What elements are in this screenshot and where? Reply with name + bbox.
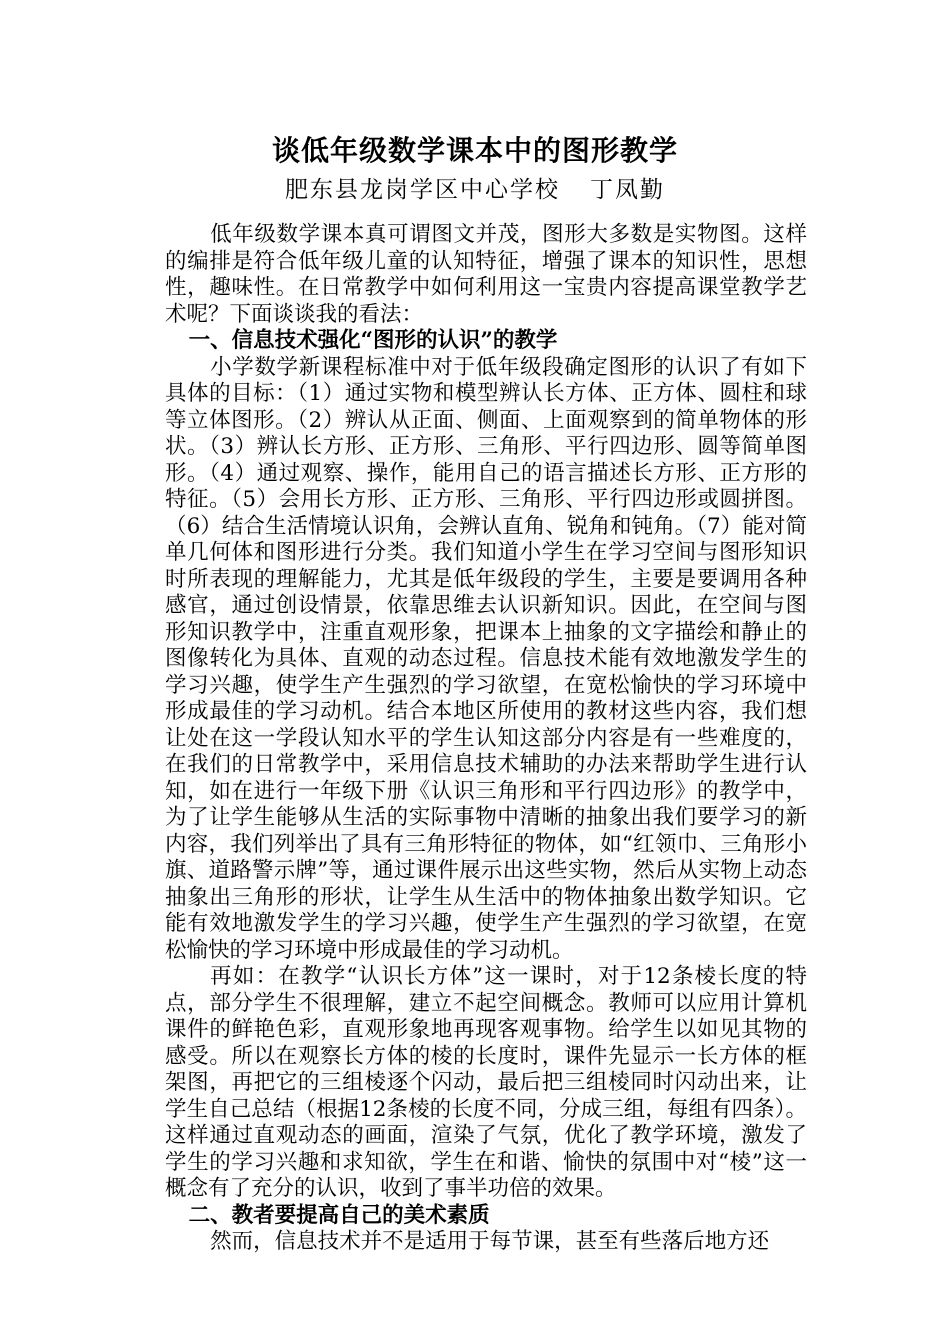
author-name: 丁凤勤	[590, 177, 665, 203]
document-body	[165, 222, 807, 1256]
section-2-paragraph-1: 然而，信息技术并不是适用于每节课，甚至有些落后地方还	[210, 1229, 770, 1254]
document-title: 谈低年级数学课本中的图形教学	[271, 134, 678, 167]
section-1-paragraph-2: 再如：在教学“认识长方体”这一课时，对于12条棱长度的特点，部分学生不很理解，建立不起空间概念。教师可以应用计算机课件的鲜艳色彩，直观形象地再现客观事物。给学生以如见其物的感受。所以在观察长方体的棱的长度时，课件先显示一长方体的框架图，再把它的三组棱逐个闪动，最后把三组棱同时闪动出来，让学生自己总结（根据12条棱的长度不同，分成三组，每组有四条）。这样通过直观动态的画面，渲染了气氛，优化了教学环境，激发了学生的学习兴趣和求知欲，学生在和谐、愉快的氛围中对“棱”这一概念有了充分的认识，收到了事半功倍的效果。	[165, 964, 807, 1201]
byline	[0, 173, 950, 207]
school-name: 肥东县龙岗学区中心学校	[285, 177, 560, 203]
section-1-heading: 一、信息技术强化“图形的认识”的教学	[188, 328, 558, 353]
section-2-heading: 二、教者要提高自己的美术素质	[188, 1202, 490, 1228]
section-1-paragraph-1: 小学数学新课程标准中对于低年级段确定图形的认识了有如下具体的目标：（1）通过实物和模型辨认长方体、正方体、圆柱和球等立体图形。（2）辨认从正面、侧面、上面观察到的简单物体的形状。（3）辨认长方形、正方形、三角形、平行四边形、圆等简单图形。（4）通过观察、操作，能用自己的语言描述长方形、正方形的特征。（5）会用长方形、正方形、三角形、平行四边形或圆拼图。（6）结合生活情境认识角，会辨认直角、锐角和钝角。（7）能对简单几何体和图形进行分类。我们知道小学生在学习空间与图形知识时所表现的理解能力，尤其是低年级段的学生，主要是要调用各种感官，通过创设情景，依靠思维去认识新知识。因此，在空间与图形知识教学中，注重直观形象，把课本上抽象的文字描绘和静止的图像转化为具体、直观的动态过程。信息技术能有效地激发学生的学习兴趣，使学生产生强烈的学习欲望，在宽松愉快的学习环境中形成最佳的学习动机。结合本地区所使用的教材这些内容，我们想让处在这一学段认知水平的学生认知这部分内容是有一些难度的，在我们的日常教学中，采用信息技术辅助的办法来帮助学生进行认知，如在进行一年级下册《认识三角形和平行四边形》的教学中，为了让学生能够从生活的实际事物中清晰的抽象出我们要学习的新内容，我们列举出了具有三角形特征的物体，如“红领巾、三角形小旗、道路警示牌”等，通过课件展示出这些实物，然后从实物上动态抽象出三角形的形状，让学生从生活中的物体抽象出数学知识。它能有效地激发学生的学习兴趣，使学生产生强烈的学习欲望，在宽松愉快的学习环境中形成最佳的学习动机。	[165, 354, 807, 963]
intro-paragraph: 低年级数学课本真可谓图文并茂，图形大多数是实物图。这样的编排是符合低年级儿童的认知特征，增强了课本的知识性，思想性，趣味性。在日常教学中如何利用这一宝贵内容提高课堂教学艺术呢？下面谈谈我的看法：	[165, 222, 807, 327]
